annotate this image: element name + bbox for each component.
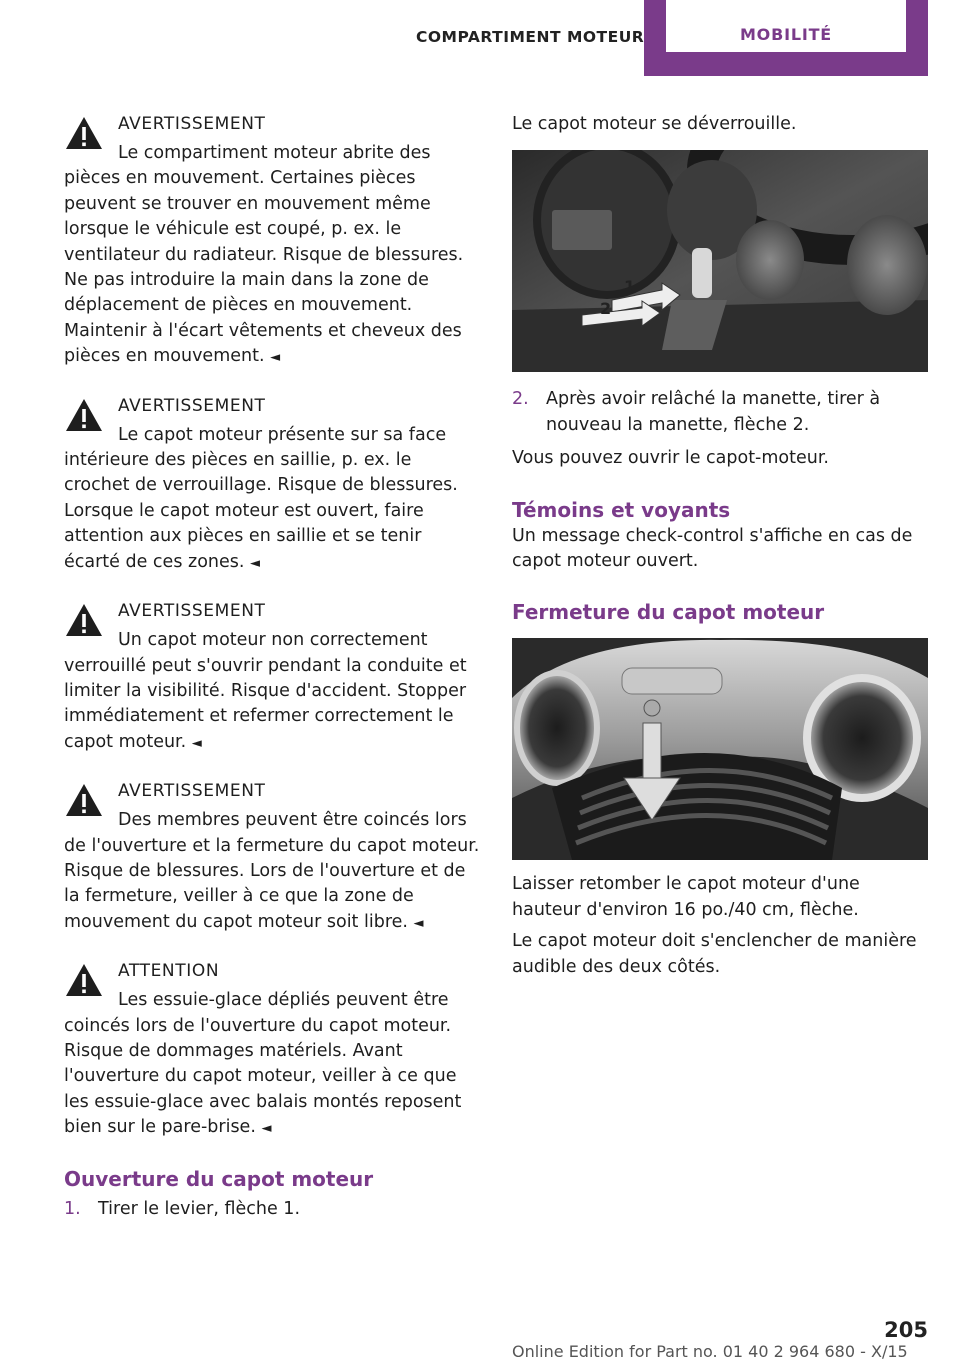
right-column: [512, 112, 928, 980]
end-mark: ◄: [261, 1121, 272, 1137]
arrow-label-2: 2: [600, 299, 612, 319]
warning-triangle-icon: [64, 601, 104, 639]
caution-block: [64, 959, 480, 1141]
step-1-result: Le capot moteur se déverrouille.: [512, 114, 797, 134]
warning-triangle-icon: [64, 114, 104, 152]
warning-text: Des membres peuvent être coincés lors de l'ouverture et la fermeture du capot moteur. Risque de blessures. Lors de l'ouverture et de la fermeture, veiller à ce que la zone de mouvement du capot moteur soit libre. ◄: [64, 810, 480, 932]
warning-title: AVERTISSEMENT: [118, 395, 266, 416]
step-2: [512, 387, 928, 438]
hood-closing-illustration: [512, 638, 928, 860]
warning-triangle-icon: [64, 396, 104, 434]
indicators-text: Un message check-control s'affiche en cas de capot moteur ouvert.: [512, 525, 913, 572]
step-number: 1.: [64, 1198, 81, 1219]
warning-triangle-icon: [64, 961, 104, 999]
warning-block: [64, 394, 480, 576]
section-heading-open-hood: Ouverture du capot moteur: [64, 1166, 374, 1191]
end-mark: ◄: [270, 350, 281, 366]
step-number: 2.: [512, 389, 529, 410]
warning-text: Un capot moteur non correctement verrouillé peut s'ouvrir pendant la conduite et limiter la visibilité. Risque d'accident. Stopper immédiatement et refermer correctement le capot moteur. ◄: [64, 630, 467, 752]
step-1: [64, 1197, 480, 1222]
warning-title: AVERTISSEMENT: [118, 114, 266, 134]
header-section-title: COMPARTIMENT MOTEUR: [416, 28, 645, 46]
hood-release-lever-illustration: [512, 150, 928, 372]
end-mark: ◄: [250, 555, 261, 571]
step-text: Tirer le levier, flèche 1.: [98, 1198, 301, 1219]
arrow-label-1: 1: [624, 277, 636, 297]
warning-title: AVERTISSEMENT: [118, 781, 266, 802]
header-tab-panel: [666, 0, 906, 52]
warning-text: Le compartiment moteur abrite des pièces en mouvement. Certaines pièces peuvent se trouver en mouvement même lorsque le véhicule est coupé, p. ex. le ventilateur du radiateur. Risque de blessures. Ne pas introduire la main dans la zone de déplacement de pièces en mouvement. Maintenir à l'écart vêtements et cheveux des pièces en mouvement. ◄: [64, 143, 464, 367]
end-mark: ◄: [413, 915, 424, 931]
warning-title: AVERTISSEMENT: [118, 601, 266, 622]
warning-block: [64, 599, 480, 756]
header-tab-label: MOBILITÉ: [739, 25, 833, 44]
warning-block: [64, 779, 480, 936]
header-chapter-tab: [644, 0, 928, 76]
caution-title: ATTENTION: [118, 961, 220, 982]
warning-triangle-icon: [64, 781, 104, 819]
caution-text: Les essuie-glace dépliés peuvent être coincés lors de l'ouverture du capot moteur. Risque de dommages matériels. Avant l'ouverture du capot moteur, veiller à ce que les essuie-glace avec balais montés reposent bien sur le pare-brise. ◄: [64, 990, 462, 1138]
footer-edition: Online Edition for Part no. 01 40 2 964 680 - X/15: [512, 1342, 908, 1361]
section-heading-indicators: Témoins et voyants: [512, 497, 731, 522]
step-2-result: Vous pouvez ouvrir le capot-moteur.: [512, 448, 829, 469]
left-column: [64, 112, 480, 1222]
step-text: Après avoir relâché la manette, tirer à nouveau la manette, flèche 2.: [546, 389, 881, 435]
page-number: 205: [884, 1318, 928, 1342]
close-hood-text-1: Laisser retomber le capot moteur d'une hauteur d'environ 16 po./40 cm, flèche.: [512, 874, 860, 920]
close-hood-text-2: Le capot moteur doit s'enclencher de manière audible des deux côtés.: [512, 931, 917, 977]
end-mark: ◄: [191, 735, 202, 751]
warning-block: [64, 112, 480, 371]
warning-text: Le capot moteur présente sur sa face intérieure des pièces en saillie, p. ex. le crochet de verrouillage. Risque de blessures. Lorsque le capot moteur est ouvert, faire attention aux pièces en saillie et se tenir écarté de ces zones. ◄: [64, 424, 458, 572]
section-heading-close-hood: Fermeture du capot moteur: [512, 600, 825, 625]
